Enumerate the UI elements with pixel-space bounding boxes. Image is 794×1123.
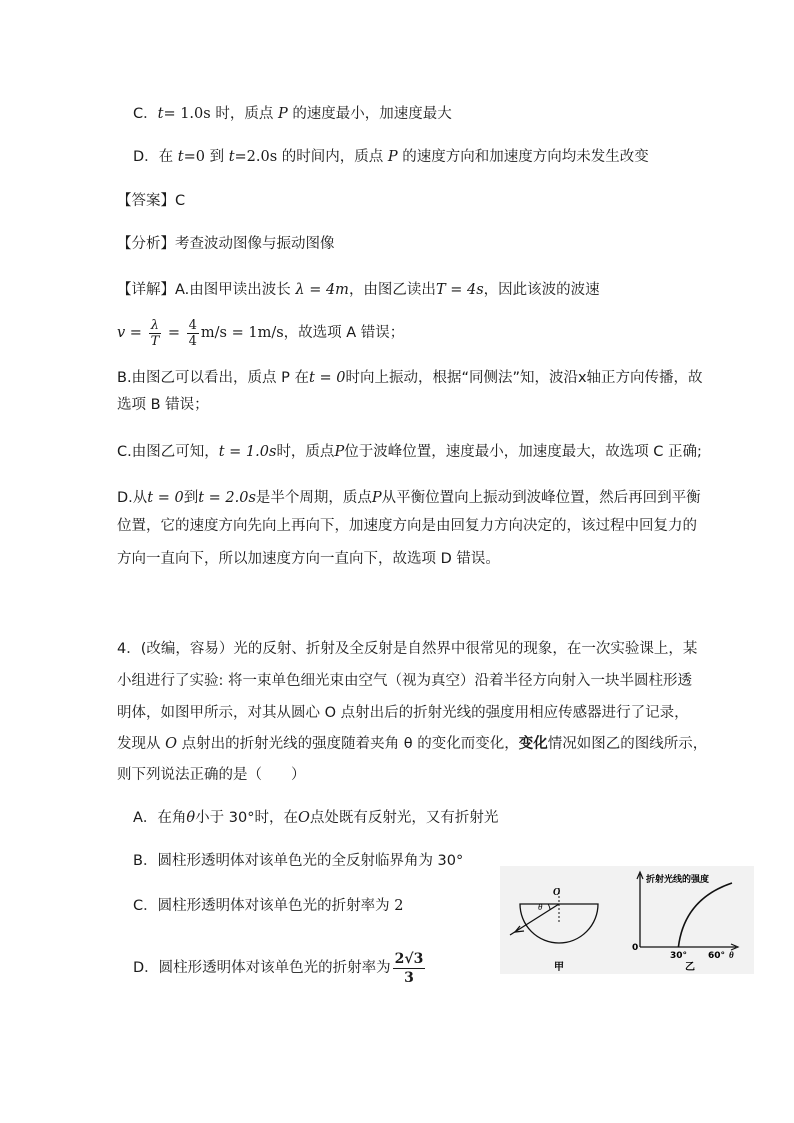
q4-option-a-prefix: A．在角	[133, 810, 187, 826]
q4-option-a-text1: 小于 30°时，在	[195, 810, 298, 826]
q4-option-d	[133, 946, 427, 990]
detail-b-time: t = 0	[309, 370, 346, 386]
figure-panel	[500, 866, 754, 974]
answer-line	[117, 191, 185, 211]
q4-option-d-fraction	[393, 950, 426, 987]
detail-d-t3: 是半个周期，质点	[255, 490, 372, 506]
detail-d-t4: 从平衡位置向上振动到波峰位置，然后再回到平衡	[381, 490, 701, 506]
q4-option-a-text2: 点处既有反射光，又有折射光	[309, 810, 499, 826]
equals-1: =	[125, 325, 147, 341]
detail-d-p: P	[371, 490, 382, 506]
option-d-text1: 的时间内，质点	[281, 149, 384, 165]
incident-ray	[510, 904, 559, 935]
fraction-denominator: T	[150, 333, 160, 349]
option-c-t: t	[157, 106, 164, 122]
q4-line4-c: 情况如图乙的图线所示，	[547, 736, 708, 752]
option-c-prev	[133, 104, 452, 124]
detail-a-t1: A.由图甲读出波长	[175, 282, 291, 298]
fraction-lambda-over-t	[149, 318, 162, 349]
velocity-symbol: v	[117, 325, 126, 341]
detail-a-conclusion: ，故选项 A 错误；	[283, 325, 405, 341]
q4-line4-bold: 变化	[518, 736, 548, 752]
detail-bracket: 【详解】	[117, 282, 175, 298]
detail-b-line1	[117, 368, 703, 388]
option-c-text1: 时，质点	[215, 106, 274, 122]
detail-b-line2: 选项 B 错误；	[117, 397, 209, 413]
option-d-p: P	[387, 149, 398, 165]
analysis-line	[117, 234, 335, 254]
option-c-p: P	[277, 106, 288, 122]
detail-d-t2: 到	[183, 490, 199, 506]
q4-option-c-value: 2	[394, 898, 404, 914]
detail-c-t2: 时，质点	[276, 444, 335, 460]
detail-d-line1	[117, 488, 701, 508]
q4-line1: 4．(改编，容易）光的反射、折射及全反射是自然界中很常见的现象，在一次实验课上，某	[117, 641, 698, 657]
detail-a-lambda: λ = 4m	[295, 282, 349, 298]
theta-label: θ	[538, 902, 543, 912]
tick-60-label: 60°	[708, 951, 726, 961]
option-d-eq1: =0 到	[183, 149, 225, 165]
jia-label: 甲	[554, 962, 564, 973]
detail-a-t3: ，因此该波的波速	[483, 282, 600, 298]
yi-label: 乙	[685, 962, 695, 973]
fraction-numerator: 4	[188, 317, 197, 333]
detail-a-line1	[117, 280, 600, 300]
option-d-text2: 的速度方向和加速度方向均未发生改变	[402, 149, 649, 165]
q4-line4-a: 发现从	[117, 736, 161, 752]
q4-line4-b: 点射出的折射光线的强度随着夹角 θ 的变化而变化，	[181, 736, 519, 752]
option-c-text2: 的速度最小，加速度最大	[292, 106, 452, 122]
q4-line5: 则下列说法正确的是（ ）	[117, 767, 306, 783]
y-axis-title: 折射光线的强度	[646, 875, 710, 885]
q4-option-b: B．圆柱形透明体对该单色光的全反射临界角为 30°	[133, 853, 464, 869]
option-d-prefix: D．在	[133, 149, 174, 165]
analysis-text: 考查波动图像与振动图像	[175, 236, 335, 252]
detail-d-line3: 方向一直向下，所以加速度方向一直向下，故选项 D 错误。	[117, 551, 500, 567]
detail-b-t1: B.由图乙可以看出，质点 P 在	[117, 370, 310, 386]
option-d-prev	[133, 147, 649, 167]
detail-c-t1: C.由图乙可知，	[117, 444, 219, 460]
option-d-eq2: =2.0s	[234, 149, 278, 165]
q4-line4-o: O	[165, 736, 177, 752]
velocity-result: m/s = 1m/s	[200, 325, 284, 341]
q4-option-d-text: D．圆柱形透明体对该单色光的折射率为	[133, 960, 391, 976]
origin-label: 0	[632, 943, 639, 953]
detail-a-line2	[117, 316, 404, 350]
detail-a-period: T = 4s	[435, 282, 484, 298]
answer-bracket: 【答案】	[117, 193, 175, 209]
intensity-curve	[678, 883, 732, 947]
detail-c-t3: 位于波峰位置，速度最小，加速度最大，故选项 C 正确;	[344, 444, 702, 460]
q4-option-a	[133, 808, 498, 828]
figure-svg	[500, 866, 754, 974]
detail-d-time-b: t = 2.0s	[198, 490, 256, 506]
answer-value: C	[175, 193, 186, 209]
fraction-numerator: λ	[149, 318, 162, 334]
fraction-denominator: 3	[404, 969, 414, 986]
x-axis-theta-label: θ	[729, 950, 734, 960]
detail-d-t1: D.从	[117, 490, 148, 506]
detail-a-t2: ，由图乙读出	[348, 282, 436, 298]
option-c-eq: = 1.0s	[163, 106, 211, 122]
q4-line3: 明体，如图甲所示，对其从圆心 O 点射出后的折射光线的强度用相应传感器进行了记录，	[117, 705, 689, 721]
detail-c-p: P	[334, 444, 345, 460]
detail-d-time-a: t = 0	[147, 490, 184, 506]
detail-c-time: t = 1.0s	[218, 444, 277, 460]
fraction-numerator: 2√3	[394, 950, 424, 967]
o-point-label: O	[553, 887, 561, 898]
q4-line2: 小组进行了实验: 将一束单色细光束由空气（视为真空）沿着半径方向射入一块半圆柱形透	[117, 673, 692, 689]
fraction-four-over-four	[187, 318, 199, 349]
q4-line4	[117, 734, 707, 754]
detail-b-t2: 时向上振动，根据“同侧法”知，波沿x轴正方向传播，故	[345, 370, 703, 386]
fraction-denominator: 4	[188, 333, 197, 349]
analysis-bracket: 【分析】	[117, 236, 175, 252]
equals-2: =	[163, 325, 185, 341]
q4-option-a-o: O	[297, 810, 310, 826]
q4-option-a-theta: θ	[186, 810, 196, 826]
q4-option-c-text: C．圆柱形透明体对该单色光的折射率为	[133, 898, 390, 914]
theta-arc	[548, 904, 550, 910]
option-d-t2: t	[228, 149, 235, 165]
option-c-prefix: C．	[133, 106, 158, 122]
detail-d-line2: 位置，它的速度方向先向上再向下，加速度方向是由回复力方向决定的，该过程中回复力的	[117, 518, 697, 534]
tick-30-label: 30°	[670, 951, 688, 961]
detail-c-line	[117, 442, 702, 462]
q4-option-c	[133, 896, 403, 916]
option-d-t1: t	[177, 149, 184, 165]
